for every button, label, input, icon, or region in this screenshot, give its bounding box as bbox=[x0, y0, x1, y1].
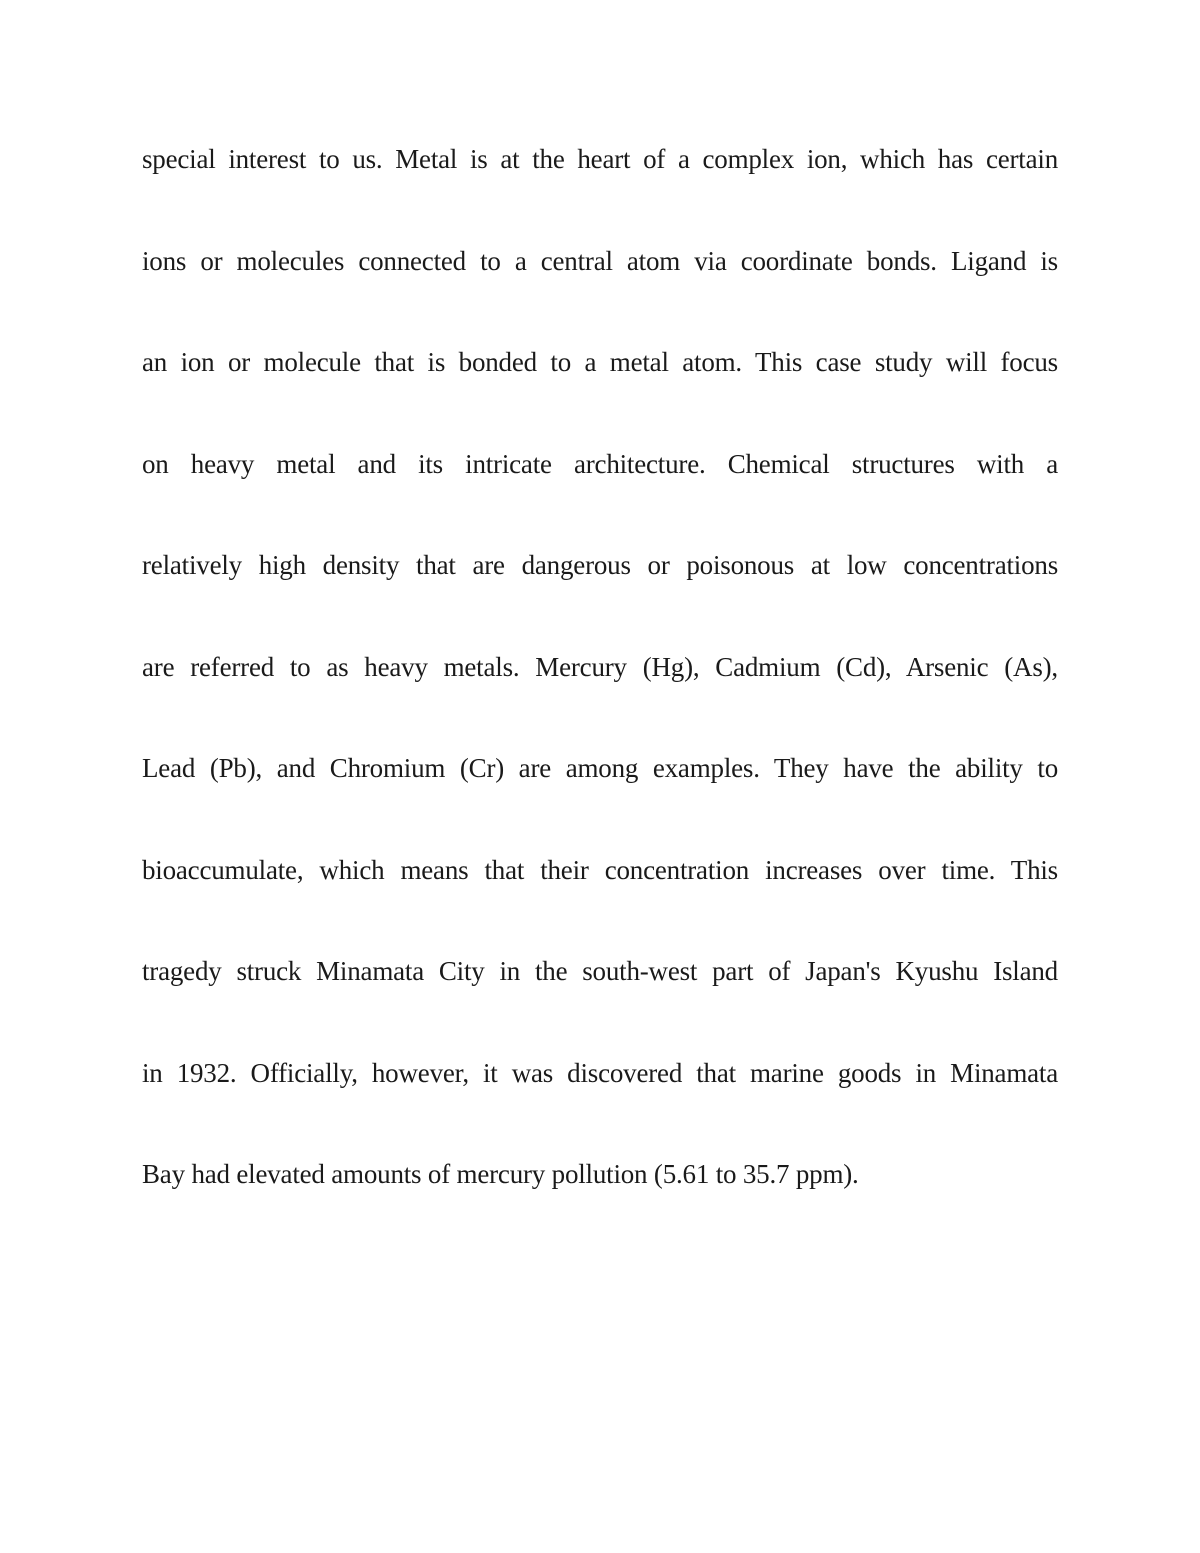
paragraph-line-8: bioaccumulate, which means that their concentration increases over time. This bbox=[142, 854, 1058, 885]
paragraph-line-10: in 1932. Officially, however, it was discovered that marine goods in Minamata bbox=[142, 1057, 1058, 1088]
paragraph-line-1: special interest to us. Metal is at the heart of a complex ion, which has certain bbox=[142, 144, 1058, 174]
paragraph-line-4: on heavy metal and its intricate architecture. Chemical structures with a bbox=[142, 448, 1058, 479]
paragraph-line-3: an ion or molecule that is bonded to a metal atom. This case study will focus bbox=[142, 347, 1058, 377]
paragraph-line-7: Lead (Pb), and Chromium (Cr) are among examples. They have the ability to bbox=[142, 753, 1058, 783]
paragraph-line-11: Bay had elevated amounts of mercury pollution (5.61 to 35.7 ppm). bbox=[142, 1159, 859, 1189]
paragraph-line-6: are referred to as heavy metals. Mercury (Hg), Cadmium (Cd), Arsenic (As), bbox=[142, 651, 1058, 682]
paragraph-line-2: ions or molecules connected to a central atom via coordinate bonds. Ligand is bbox=[142, 245, 1058, 276]
body-paragraph bbox=[142, 130, 1058, 1247]
paragraph-line-9: tragedy struck Minamata City in the south-west part of Japan's Kyushu Island bbox=[142, 956, 1058, 986]
paragraph-line-5: relatively high density that are dangerous or poisonous at low concentrations bbox=[142, 550, 1058, 580]
